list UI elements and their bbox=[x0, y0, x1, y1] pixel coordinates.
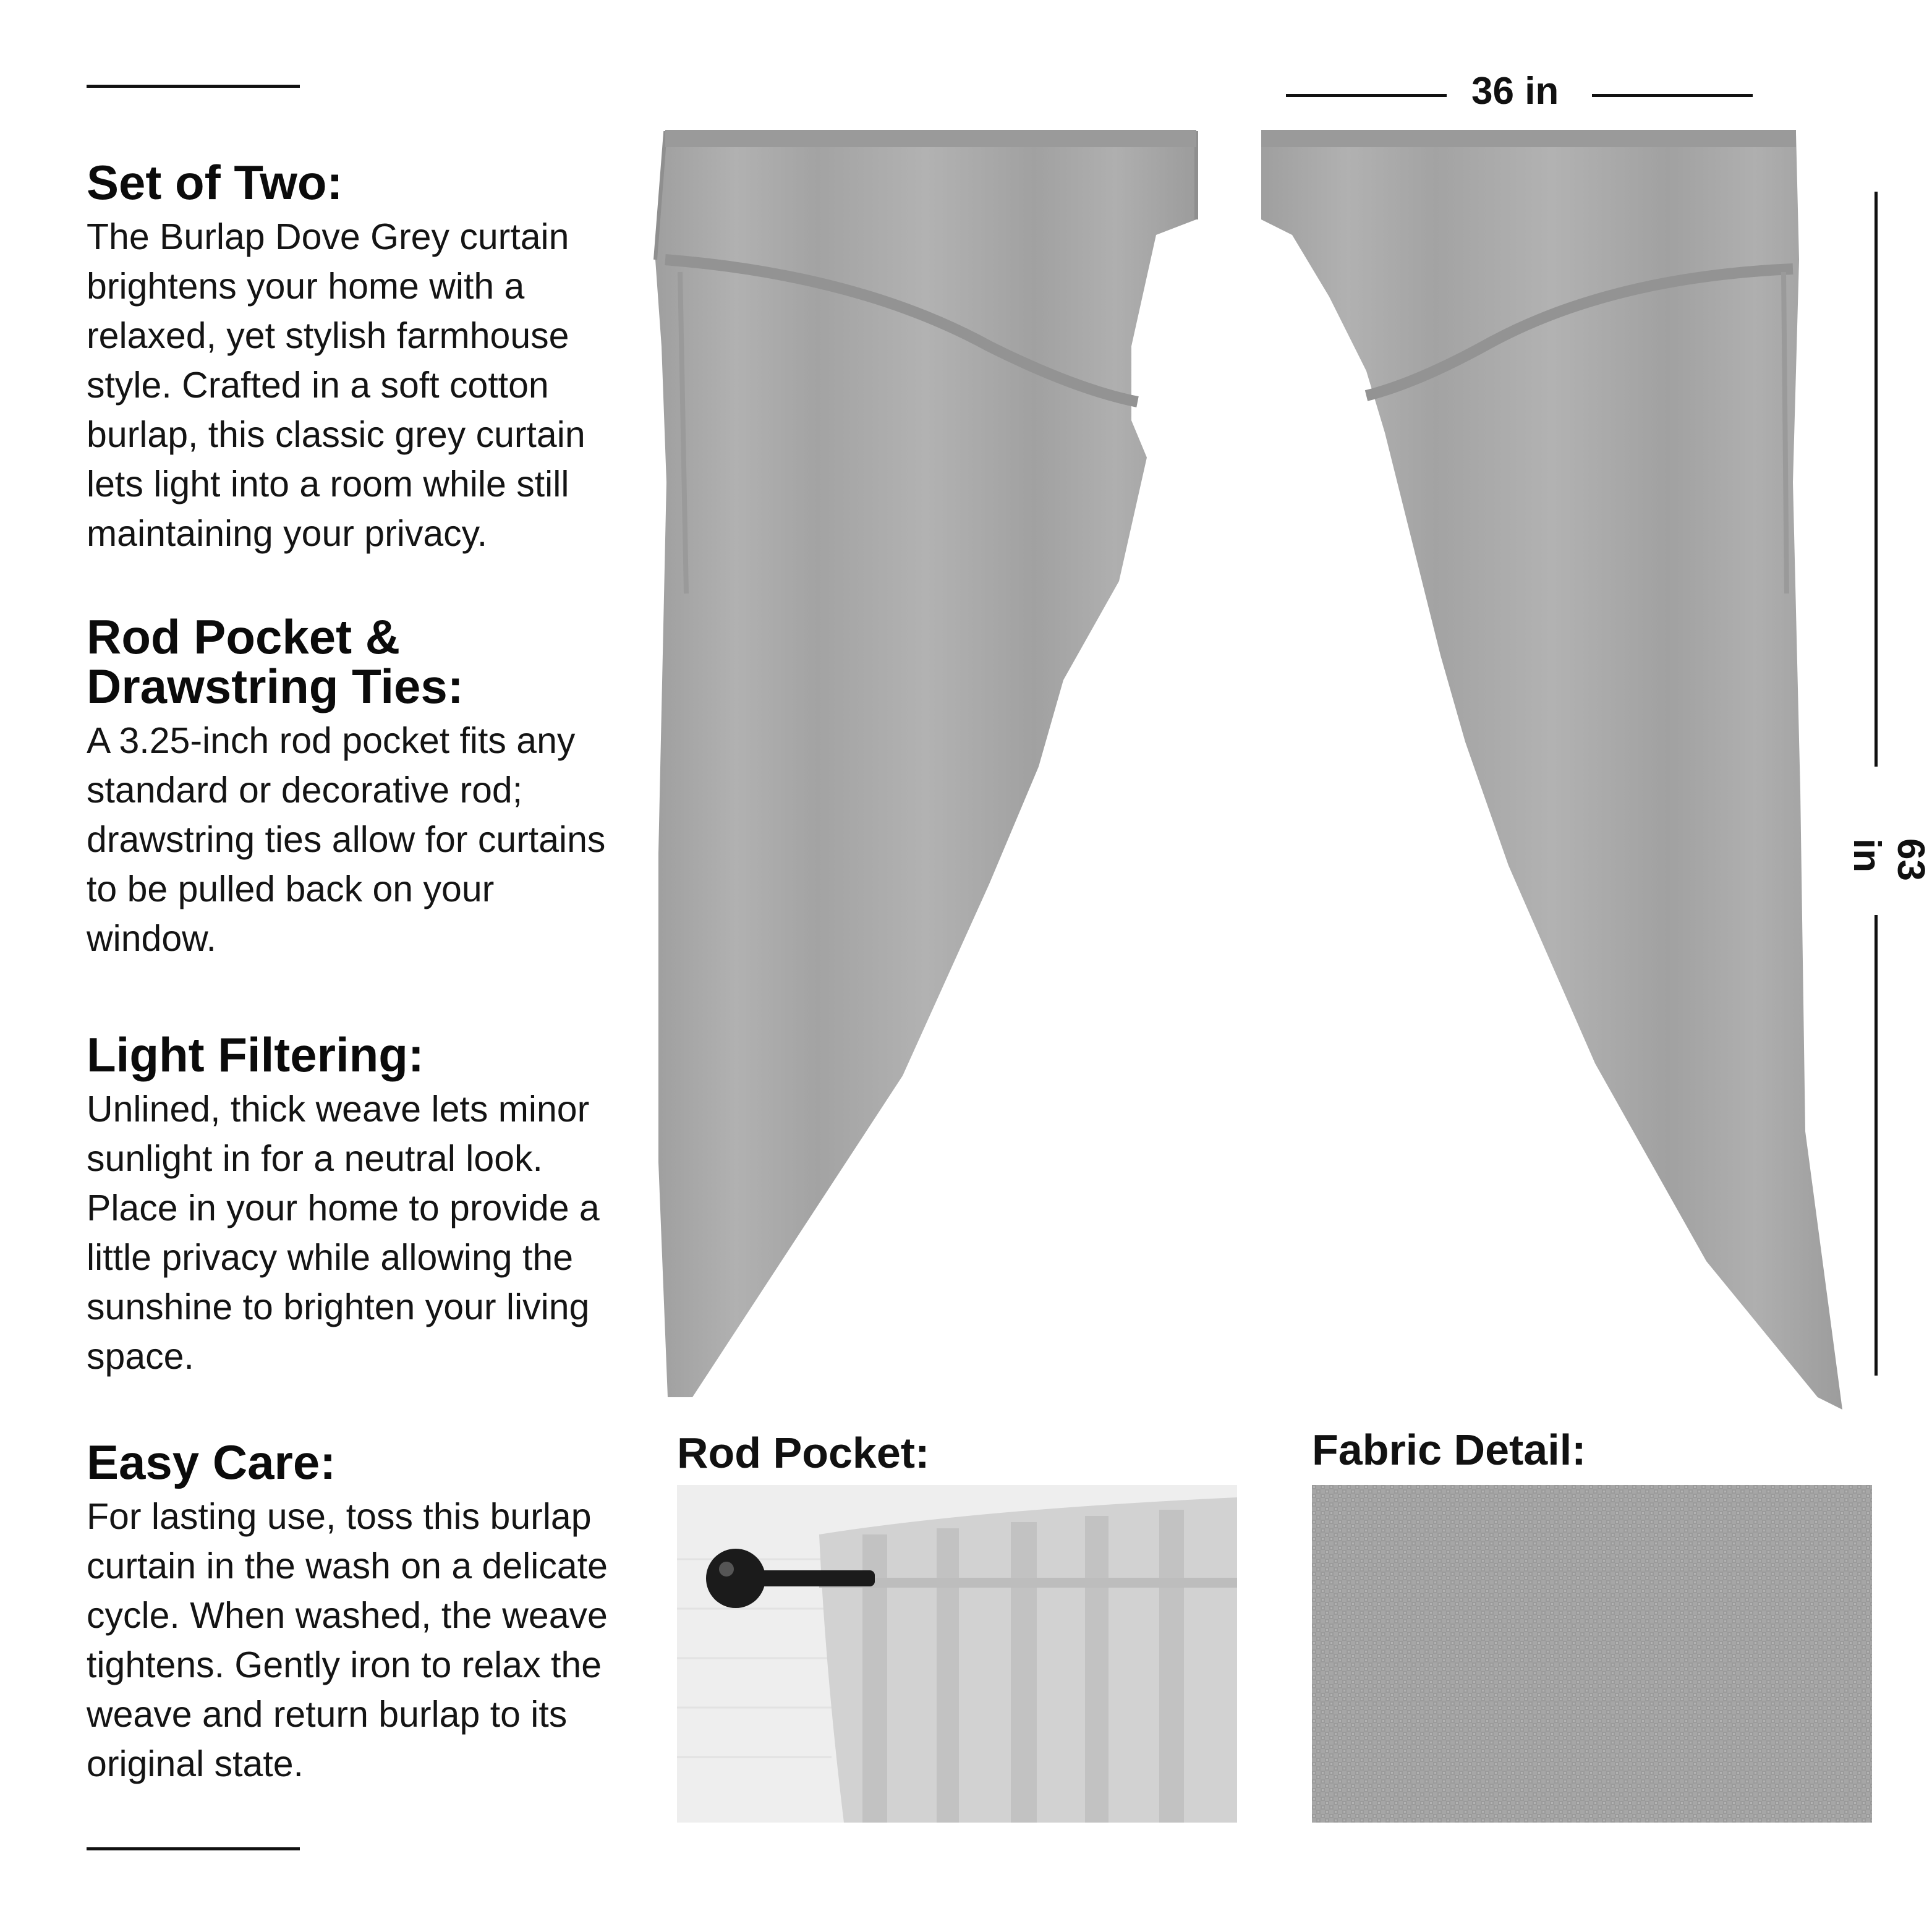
bottom-divider bbox=[87, 1847, 300, 1850]
width-dimension-line-left bbox=[1286, 94, 1447, 97]
fabric-detail-title: Fabric Detail: bbox=[1312, 1426, 1586, 1474]
rod-pocket-photo bbox=[677, 1485, 1237, 1823]
left-curtain-panel bbox=[655, 130, 1196, 1397]
feature-heading: Set of Two: bbox=[87, 155, 343, 210]
length-dimension-line-top bbox=[1875, 192, 1878, 767]
length-dimension-line-bottom bbox=[1875, 915, 1878, 1376]
fabric-detail-swatch bbox=[1312, 1485, 1872, 1823]
width-dimension-line-right bbox=[1592, 94, 1753, 97]
feature-light-filtering bbox=[87, 1030, 631, 1381]
top-divider bbox=[87, 85, 300, 88]
feature-easy-care bbox=[87, 1437, 631, 1789]
width-dimension-label: 36 in bbox=[1471, 70, 1559, 113]
feature-heading: Light Filtering: bbox=[87, 1028, 424, 1082]
feature-text: A 3.25-inch rod pocket fits any standard or decorative rod; drawstring ties allow for curtains to be pulled back on your window. bbox=[87, 720, 606, 959]
feature-rod-pocket bbox=[87, 612, 631, 963]
feature-heading: Rod Pocket & Drawstring Ties: bbox=[87, 610, 464, 713]
feature-text: For lasting use, toss this burlap curtain in the wash on a delicate cycle. When washed, the weave tightens. Gently iron to relax the weave and return burlap to its original state. bbox=[87, 1496, 608, 1784]
right-curtain-panel bbox=[1261, 130, 1842, 1410]
rod-pocket-title: Rod Pocket: bbox=[677, 1429, 930, 1477]
curtain-pair-illustration bbox=[643, 111, 1879, 1471]
feature-heading: Easy Care: bbox=[87, 1435, 336, 1489]
length-dimension-label: 63 in bbox=[1845, 838, 1932, 881]
feature-text: The Burlap Dove Grey curtain brightens your home with a relaxed, yet stylish farmhouse style. Crafted in a soft cotton burlap, this classic grey curtain lets light into a room while still maintaining your privacy. bbox=[87, 216, 585, 554]
feature-text: Unlined, thick weave lets minor sunlight in for a neutral look. Place in your home to provide a little privacy while allowing the sunshine to brighten your living space. bbox=[87, 1089, 600, 1377]
feature-set-of-two bbox=[87, 155, 631, 558]
